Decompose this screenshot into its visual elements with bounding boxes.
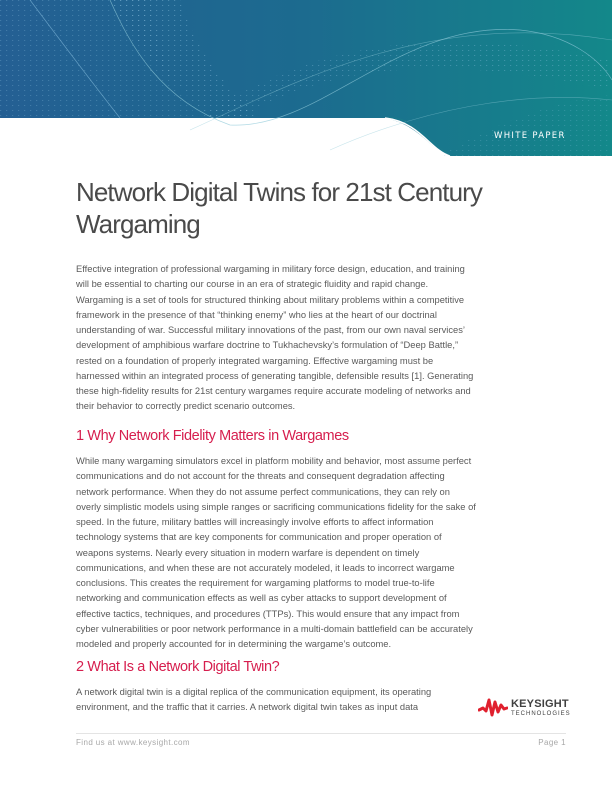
intro-paragraph: Effective integration of professional wargaming in military force design, education, and training will be essential to charting our course in an era of strategic fluidity and rapid change. Wargaming is a set of tools for structured thinking about military problems within a competitive framework in the presence of that “thinking enemy” who lies at the heart of our doctrinal understanding of war. Successful military innovations of the past, from our own naval services’ development of amphibious warfare doctrine to Tukhachevsky’s formulation of “Deep Battle,” rested on a foundation of properly integrated wargaming. Effective wargaming must be harnessed within an integrated process of generating tangible, defensible results [1]. Generating these high-fidelity results for 21st century wargames require accurate modeling of networks and their behavior to correctly predict scenario outcomes.	[76, 264, 474, 412]
document-type-label: WHITE PAPER	[494, 131, 566, 141]
section-1-heading: 1 Why Network Fidelity Matters in Wargames	[76, 428, 349, 444]
logo-subtitle: TECHNOLOGIES	[511, 711, 571, 717]
keysight-logo	[478, 694, 588, 722]
keysight-wave-icon	[478, 696, 508, 718]
page-number: Page 1	[538, 738, 566, 747]
footer-divider	[76, 733, 566, 734]
section-1-body: While many wargaming simulators excel in platform mobility and behavior, most assume perfect communications and do not account for the threats and consequent degradation affecting network performance. When they do not assume perfect communications, they can rely on overly simplistic models using simple ranges or sacrificing communications fidelity for the sake of speed. In the future, military battles will increasingly involve efforts to affect information technology systems that are key components for communication and proper operation of weapons systems. Nearly every situation in modern warfare is dependent on timely communications, and when these are not accurately modeled, it leads to incorrect wargame conclusions. This creates the requirement for wargaming platforms to model true-to-life networking and communication effects as well as cyber attacks to support development of effective tactics, techniques, and procedures (TTPs). This would ensure that any impact from cyber vulnerabilities or poor network performance in a multi-domain battlefield can be accurately modeled and properly accounted for in determining the wargame’s outcome.	[76, 456, 476, 649]
section-2-heading: 2 What Is a Network Digital Twin?	[76, 659, 280, 675]
logo-name: KEYSIGHT	[511, 698, 569, 710]
page-title: Network Digital Twins for 21st Century Wargaming	[76, 177, 483, 239]
section-2-body: A network digital twin is a digital replica of the communication equipment, its operating environment, and the traffic that it carries. A network digital twin takes as input data	[76, 687, 432, 713]
footer-website: Find us at www.keysight.com	[76, 738, 190, 747]
